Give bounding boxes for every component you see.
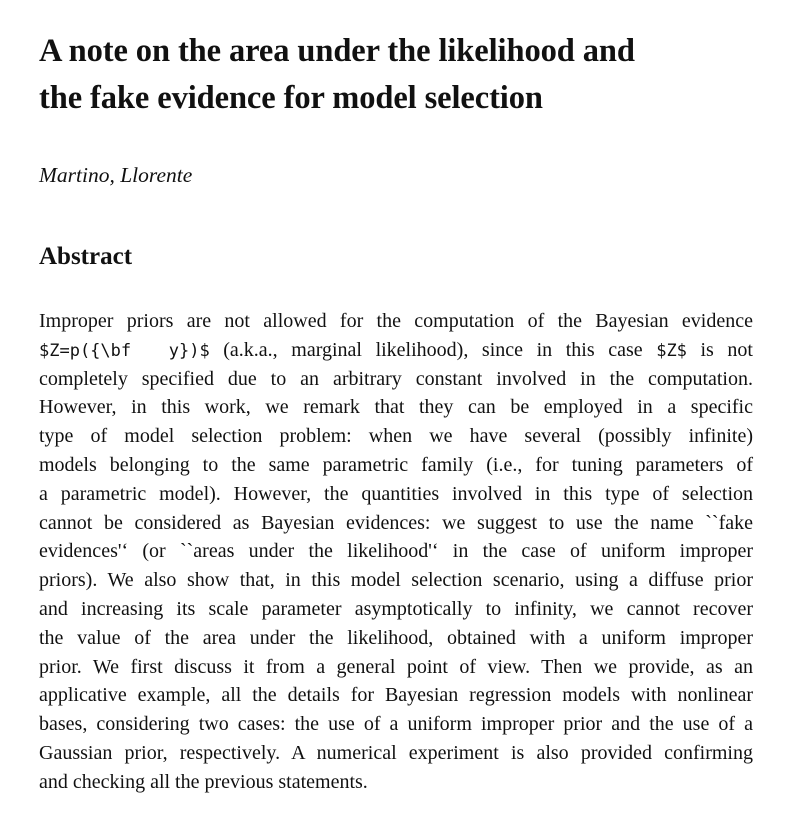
latex-source-snippet: $Z=p({\bf y})$ (39, 340, 210, 361)
abstract-body (39, 307, 753, 797)
abstract-line (39, 537, 753, 566)
abstract-text: and checking all the previous statements. (39, 770, 368, 793)
abstract-line (39, 509, 753, 538)
abstract-text: priors). We also show that, in this model selection scenario, using a diffuse prior (39, 569, 753, 592)
abstract-heading: Abstract (39, 243, 133, 270)
abstract-text: models belonging to the same parametric family (i.e., for tuning parameters of (39, 453, 753, 476)
abstract-text: completely specified due to an arbitrary constant involved in the computation. (39, 367, 753, 390)
paper-title (39, 28, 759, 122)
abstract-line (39, 739, 753, 768)
abstract-text: (a.k.a., marginal likelihood), since in this case (209, 338, 657, 361)
abstract-text: Improper priors are not allowed for the computation of the Bayesian evidence (39, 310, 753, 332)
abstract-text: the value of the area under the likelihood, obtained with a uniform improper (39, 626, 753, 649)
abstract-line (39, 710, 753, 739)
abstract-line (39, 595, 753, 624)
abstract-text: bases, considering two cases: the use of a uniform improper prior and the use of a (39, 713, 753, 736)
abstract-line (39, 336, 753, 365)
title-line: the fake evidence for model selection (39, 80, 543, 116)
abstract-text: prior. We first discuss it from a general point of view. Then we provide, as an (39, 655, 753, 678)
abstract-line (39, 480, 753, 509)
abstract-text: However, in this work, we remark that they can be employed in a specific (39, 396, 753, 419)
abstract-line (39, 365, 753, 394)
abstract-text: type of model selection problem: when we have several (possibly infinite) (39, 425, 753, 448)
abstract-line (39, 451, 753, 480)
abstract-text: a parametric model). However, the quantities involved in this type of selection (39, 482, 753, 505)
paper-authors: Martino, Llorente (39, 163, 193, 187)
title-line: A note on the area under the likelihood and (39, 33, 635, 69)
abstract-text: is not (686, 338, 753, 361)
abstract-line (39, 393, 753, 422)
abstract-line (39, 566, 753, 595)
abstract-text: and increasing its scale parameter asymptotically to infinity, we cannot recover (39, 597, 753, 620)
abstract-text: applicative example, all the details for Bayesian regression models with nonlinear (39, 684, 753, 707)
latex-source-snippet: $Z$ (656, 340, 687, 361)
abstract-text: Gaussian prior, respectively. A numerical experiment is also provided confirming (39, 741, 753, 764)
abstract-line (39, 307, 753, 336)
abstract-line (39, 768, 753, 797)
abstract-text: cannot be considered as Bayesian evidences: we suggest to use the name ``fake (39, 511, 753, 534)
abstract-line (39, 653, 753, 682)
abstract-line (39, 681, 753, 710)
abstract-line (39, 422, 753, 451)
abstract-line (39, 624, 753, 653)
abstract-text: evidences'‘ (or ``areas under the likelihood'‘ in the case of uniform improper (39, 540, 753, 563)
